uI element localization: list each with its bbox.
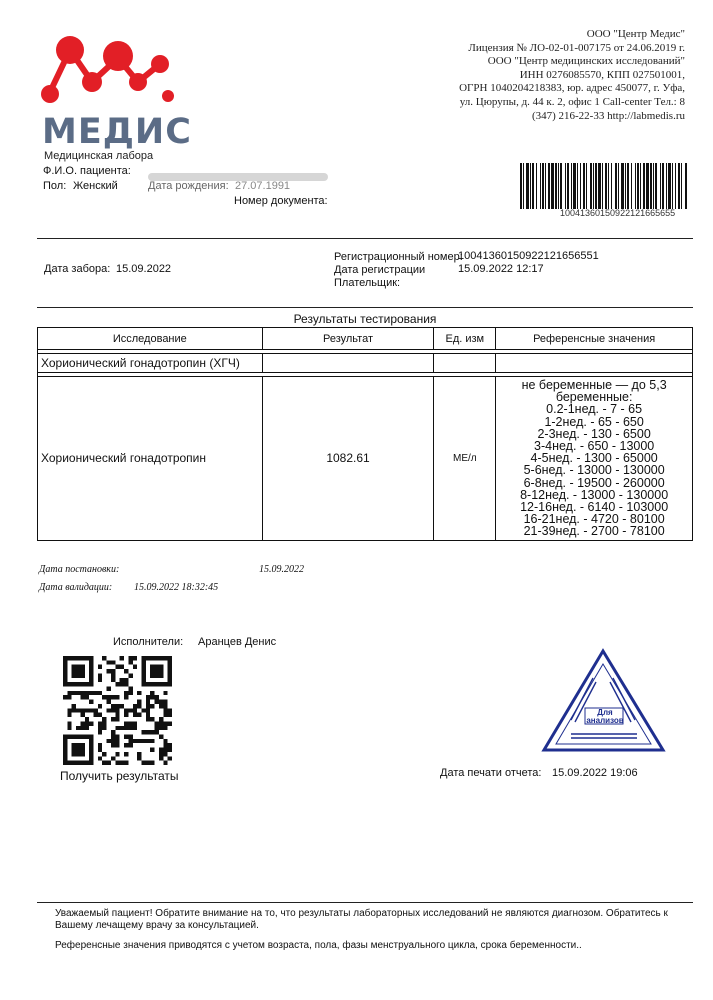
birth-date-label: Дата рождения: [148, 180, 229, 192]
barcode-bar [595, 163, 597, 209]
reference-values [496, 377, 693, 541]
results-title: Результаты тестирования [293, 312, 437, 326]
header-reference: Референсные значения [496, 328, 693, 350]
print-date-label: Дата печати отчета: [440, 767, 542, 779]
barcode-bar [611, 163, 612, 209]
barcode-bar [583, 163, 585, 209]
ref-line: беременные: [555, 390, 633, 405]
test-value: 1082.61 [262, 377, 434, 541]
barcode-bar [615, 163, 617, 209]
footer-line: Вашему лечащему врачу за консультацией. [55, 920, 259, 931]
barcode-bar [631, 163, 632, 209]
qr-code-icon[interactable] [63, 656, 172, 765]
barcode-bar [590, 163, 592, 209]
barcode-bar [530, 163, 531, 209]
divider [37, 238, 693, 239]
barcode-bar [666, 163, 667, 209]
barcode-bar [565, 163, 566, 209]
ref-line: 21-39нед. - 2700 - 78100 [523, 524, 665, 539]
laboratory-stamp-icon [541, 648, 666, 754]
patient-name-label: Ф.И.О. пациента: [43, 165, 131, 177]
barcode-bar [605, 163, 607, 209]
barcode-bar [672, 163, 673, 209]
table-header-row [38, 328, 693, 350]
barcode-bar [598, 163, 601, 209]
ref-line: 2-3нед. - 130 - 6500 [537, 426, 651, 441]
barcode-bar [540, 163, 541, 209]
barcode-bar [646, 163, 649, 209]
ref-line: 5-6нед. - 13000 - 130000 [523, 463, 665, 478]
divider [37, 902, 693, 903]
document-number-label: Номер документа: [234, 195, 328, 207]
barcode-bar [602, 163, 603, 209]
registration-number-label: Регистрационный номер: [334, 251, 463, 263]
org-line: ОГРН 1040204218383, юр. адрес 450077, г. Уфа, [459, 82, 685, 95]
barcode-bar [650, 163, 652, 209]
birth-date-value: 27.07.1991 [235, 180, 291, 192]
ref-line: 4-5нед. - 1300 - 65000 [530, 451, 658, 466]
org-line: Лицензия № ЛО-02-01-007175 от 24.06.2019 г. [468, 41, 685, 54]
sample-date-label: Дата забора: [44, 263, 111, 275]
posting-date-label: Дата постановки: [39, 564, 120, 575]
barcode-bar [558, 163, 559, 209]
results-table [37, 327, 693, 541]
sex-value: Женский [73, 180, 118, 192]
footer-line: Уважаемый пациент! Обратите внимание на то, что результаты лабораторных исследований не являются диагнозом. Обратитесь к [55, 908, 668, 919]
barcode-bar [621, 163, 624, 209]
barcode-bar [573, 163, 576, 209]
org-line: ИНН 0276085570, КПП 027501001, [519, 68, 685, 81]
performer-label: Исполнители: [113, 636, 184, 648]
barcode-bar [685, 163, 687, 209]
validation-date-value: 15.09.2022 18:32:45 [134, 582, 219, 593]
barcode-bar [560, 163, 562, 209]
logo-wordmark: МЕДИС [42, 112, 192, 152]
barcode-bar [593, 163, 594, 209]
barcode-bar [586, 163, 587, 209]
sex-label: Пол: [43, 180, 67, 192]
stamp-text: Для анализов [586, 708, 624, 725]
barcode-bar [571, 163, 572, 209]
barcode-bar [655, 163, 657, 209]
posting-date-value: 15.09.2022 [259, 564, 304, 575]
barcode-bar [653, 163, 654, 209]
group-name: Хорионический гонадотропин (ХГЧ) [38, 354, 263, 373]
logo-subtitle: Медицинская лабора [44, 150, 154, 162]
barcode-bar [668, 163, 671, 209]
ref-line: 1-2нед. - 65 - 650 [544, 414, 644, 429]
barcode-bar [635, 163, 636, 209]
ref-line: 16-21нед. - 4720 - 80100 [523, 512, 665, 527]
ref-line: 12-16нед. - 6140 - 103000 [520, 500, 669, 515]
barcode-bar [660, 163, 661, 209]
medis-logo-icon [40, 30, 180, 115]
org-line: ул. Цюрупы, д. 44 к. 2, офис 1 Call-center Тел.: 8 [459, 95, 685, 108]
barcode-bar [551, 163, 554, 209]
barcode-bar [681, 163, 682, 209]
barcode-bar [618, 163, 619, 209]
test-name: Хорионический гонадотропин [38, 377, 263, 541]
test-unit: МЕ/л [434, 377, 496, 541]
barcode-bar [555, 163, 557, 209]
footer-disclaimer [55, 908, 668, 932]
footer-reference-note: Референсные значения приводятся с учетом возраста, пола, фазы менструального цикла, срока беременности.. [55, 940, 582, 951]
performer-name: Аранцев Денис [198, 636, 277, 648]
barcode-bar [548, 163, 550, 209]
ref-line: 3-4нед. - 650 - 13000 [534, 439, 655, 454]
table-group-row [38, 354, 693, 373]
barcode-bar [608, 163, 609, 209]
print-date-value: 15.09.2022 19:06 [552, 767, 638, 779]
barcode [520, 163, 688, 209]
org-line: (347) 216-22-33 http://labmedis.ru [531, 109, 685, 122]
header-test: Исследование [38, 328, 263, 350]
barcode-number: 10041360150922121665655 [560, 208, 676, 218]
barcode-bar [577, 163, 578, 209]
barcode-bar [567, 163, 569, 209]
org-line: ООО "Центр Медис" [586, 28, 685, 40]
barcode-bar [675, 163, 676, 209]
ref-line: 6-8нед. - 19500 - 260000 [523, 475, 665, 490]
barcode-bar [536, 163, 537, 209]
registration-date-value: 15.09.2022 12:17 [458, 263, 544, 275]
barcode-bar [580, 163, 581, 209]
validation-date-label: Дата валидации: [39, 582, 113, 593]
header-result: Результат [262, 328, 434, 350]
barcode-bar [640, 163, 641, 209]
ref-line: 0.2-1нед. - 7 - 65 [546, 402, 643, 417]
barcode-bar [523, 163, 524, 209]
ref-line: 8-12нед. - 13000 - 130000 [520, 487, 669, 502]
registration-number-value: 10041360150922121656551 [458, 250, 599, 262]
header-unit: Ед. изм [434, 328, 496, 350]
barcode-bar [532, 163, 534, 209]
barcode-bar [520, 163, 522, 209]
org-line: ООО "Центр медицинских исследований" [487, 55, 685, 68]
ref-line: не беременные — до 5,3 [521, 378, 667, 392]
barcode-bar [662, 163, 664, 209]
organization-info [459, 28, 685, 123]
table-row [38, 377, 693, 541]
barcode-bar [625, 163, 626, 209]
barcode-bar [526, 163, 529, 209]
barcode-bar [627, 163, 629, 209]
divider [37, 307, 693, 308]
payer-label: Плательщик: [334, 277, 401, 289]
sample-date-value: 15.09.2022 [116, 263, 172, 275]
barcode-bar [678, 163, 680, 209]
registration-date-label: Дата регистрации [334, 264, 426, 276]
barcode-bar [545, 163, 546, 209]
barcode-bar [542, 163, 544, 209]
barcode-bar [643, 163, 645, 209]
qr-caption: Получить результаты [60, 769, 179, 783]
barcode-bar [637, 163, 639, 209]
